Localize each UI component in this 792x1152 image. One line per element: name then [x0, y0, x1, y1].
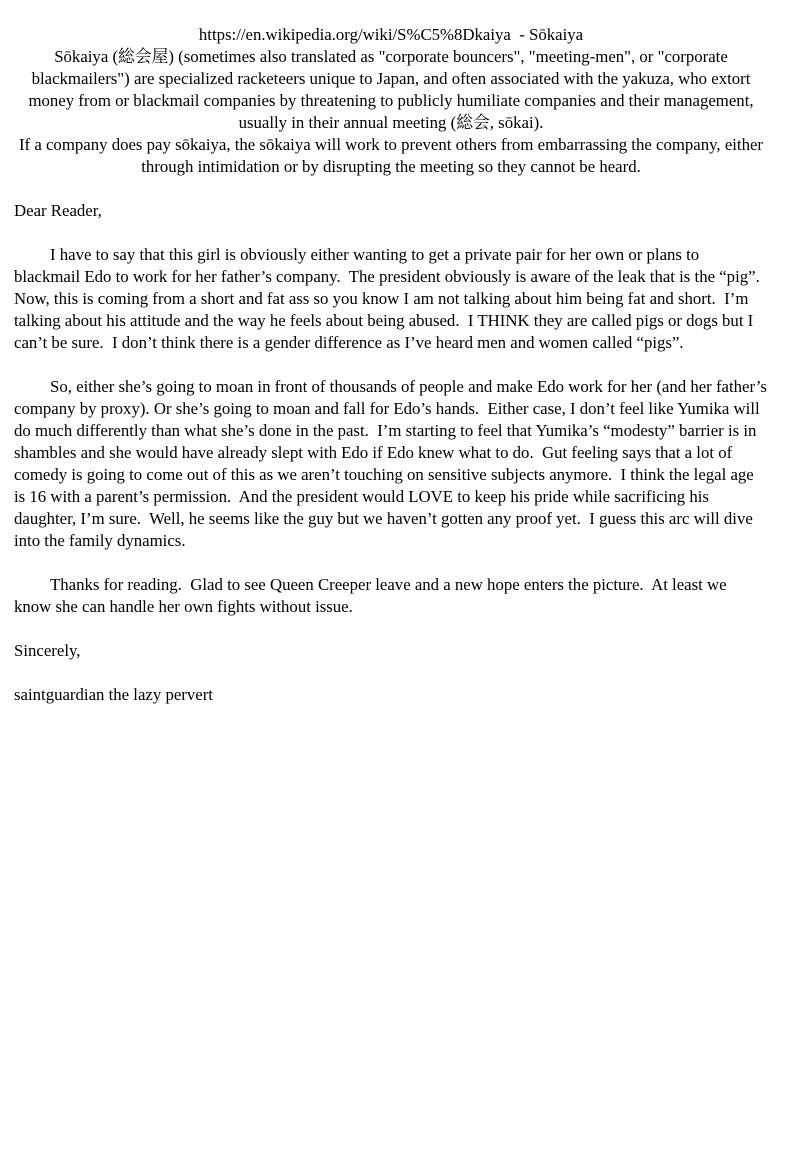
letter-signature: saintguardian the lazy pervert: [14, 685, 213, 704]
letter-body: [14, 200, 772, 706]
wiki-excerpt: Sōkaiya (総会屋) (sometimes also translated as "corporate bouncers", "meeting-men", or "corporate blackmailers") are specialized racketeers unique to Japan, and often associated with the yakuza, who extort money from or blackmail companies by threatening to publicly humiliate companies and their management, usually in their annual meeting (総会, sōkai).: [28, 47, 758, 132]
wiki-excerpt-continued: If a company does pay sōkaiya, the sōkaiya will work to prevent others from embarrassing the company, either through intimidation or by disrupting the meeting so they cannot be heard.: [18, 135, 768, 176]
source-url-line: https://en.wikipedia.org/wiki/S%C5%8Dkaiya - Sōkaiya: [198, 25, 584, 44]
wiki-header: [14, 24, 768, 178]
letter-closing: Sincerely,: [14, 641, 81, 660]
letter-paragraph-3: Thanks for reading. Glad to see Queen Creeper leave and a new hope enters the picture. At least we know she can handle her own fights without issue.: [14, 575, 731, 616]
letter-salutation: Dear Reader,: [14, 201, 102, 220]
letter-paragraph-1: I have to say that this girl is obviously either wanting to get a private pair for her own or plans to blackmail Edo to work for her father’s company. The president obviously is aware of the leak that is the “pig”. Now, this is coming from a short and fat ass so you know I am not talking about him being fat and short. I’m talking about his attitude and the way he feels about being abused. I THINK they are called pigs or dogs but I can’t be sure. I don’t think there is a gender difference as I’ve heard men and women called “pigs”.: [14, 245, 769, 352]
letter-paragraph-2: So, either she’s going to moan in front of thousands of people and make Edo work for her (and her father’s company by proxy). Or she’s going to moan and fall for Edo’s hands. Either case, I don’t feel like Yumika will do much differently than what she’s done in the past. I’m starting to feel that Yumika’s “modesty” barrier is in shambles and she would have already slept with Edo if Edo knew what to do. Gut feeling says that a lot of comedy is going to come out of this as we aren’t touching on sensitive subjects anymore. I think the legal age is 16 with a parent’s permission. And the president would LOVE to keep his pride while sacrificing his daughter, I’m sure. Well, he seems like the guy but we haven’t gotten any proof yet. I guess this arc will dive into the family dynamics.: [14, 377, 772, 550]
